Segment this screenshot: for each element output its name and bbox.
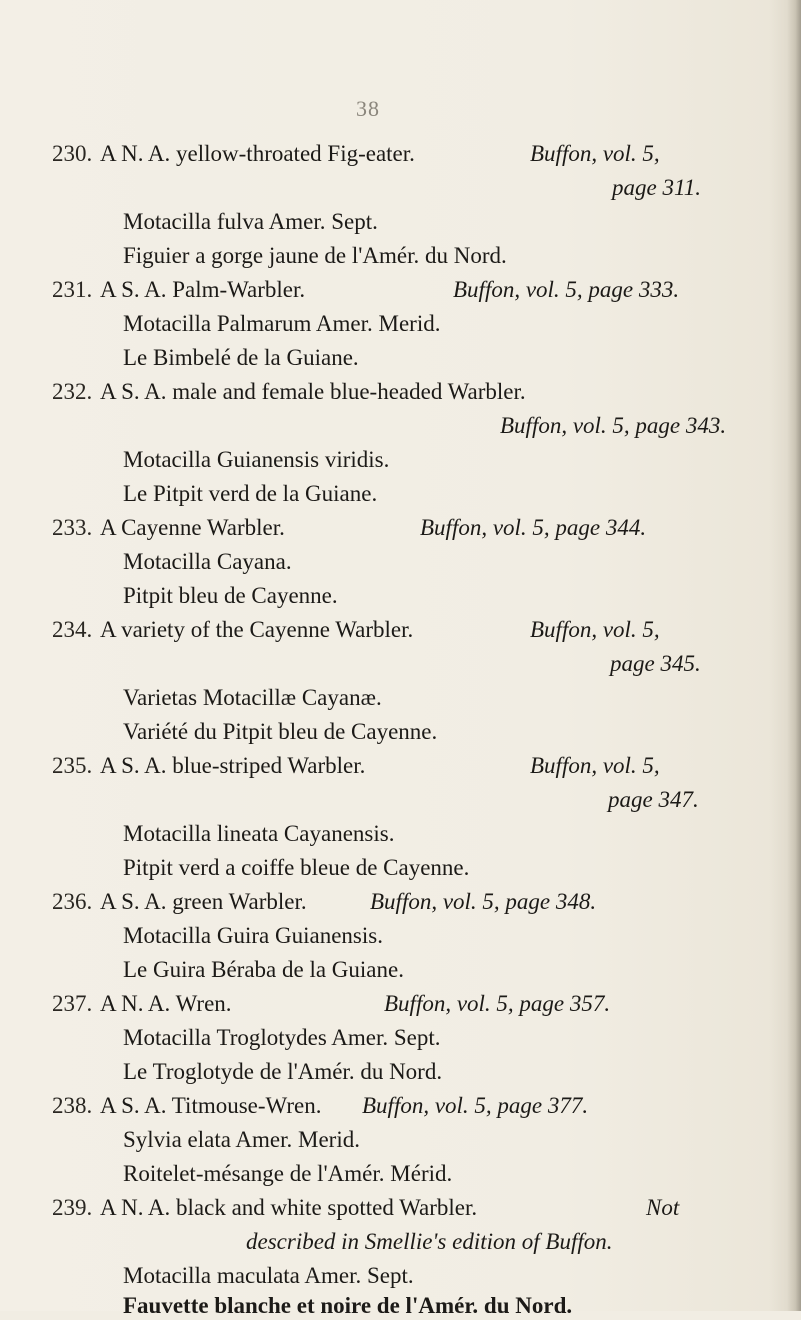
entry-number: 234. (52, 617, 93, 642)
entry-reference: Not (646, 1195, 680, 1220)
entry-number: 239. (52, 1195, 93, 1220)
entry-reference: Buffon, vol. 5, page 344. (420, 515, 647, 540)
entry-french-name: Figuier a gorge jaune de l'Amér. du Nord. (123, 243, 507, 268)
entry-reference: Buffon, vol. 5, (530, 141, 660, 166)
entry-reference: Buffon, vol. 5, page 348. (370, 889, 597, 914)
entry-title: A S. A. green Warbler. (100, 889, 307, 914)
entry-title: A S. A. blue-striped Warbler. (100, 753, 366, 778)
entry-number: 232. (52, 379, 93, 404)
entry-reference-continued: page 345. (610, 651, 701, 676)
entry-latin-name: Sylvia elata Amer. Merid. (123, 1127, 360, 1152)
entry-number: 236. (52, 889, 93, 914)
entry-latin-name: Motacilla lineata Cayanensis. (123, 821, 395, 846)
page-number: 38 (356, 96, 380, 121)
entry-french-name: Roitelet-mésange de l'Amér. Mérid. (123, 1161, 453, 1186)
entry-latin-name: Motacilla fulva Amer. Sept. (123, 209, 378, 234)
entry-latin-name: Motacilla Guianensis viridis. (123, 447, 390, 472)
entry-reference-continued: described in Smellie's edition of Buffon. (246, 1229, 613, 1254)
entry-french-name: Le Bimbelé de la Guiane. (123, 345, 359, 370)
entry-reference: Buffon, vol. 5, page 357. (384, 991, 611, 1016)
entry-number: 231. (52, 277, 93, 302)
entry-french-name: Fauvette blanche et noire de l'Amér. du Nord. (123, 1293, 573, 1318)
entry-reference: Buffon, vol. 5, (530, 753, 660, 778)
entry-title: A Cayenne Warbler. (100, 515, 285, 540)
entry-reference: Buffon, vol. 5, page 333. (453, 277, 680, 302)
entry-latin-name: Motacilla Troglotydes Amer. Sept. (123, 1025, 441, 1050)
entry-reference-continued: page 311. (612, 175, 702, 200)
entry-number: 237. (52, 991, 93, 1016)
entry-title: A N. A. Wren. (100, 991, 232, 1016)
entry-number: 238. (52, 1093, 93, 1118)
entry-latin-name: Varietas Motacillæ Cayanæ. (123, 685, 382, 710)
entry-french-name: Le Guira Béraba de la Guiane. (123, 957, 404, 982)
entry-reference: Buffon, vol. 5, page 377. (362, 1093, 589, 1118)
entry-reference-continued: Buffon, vol. 5, page 343. (500, 413, 727, 438)
entry-latin-name: Motacilla Guira Guianensis. (123, 923, 383, 948)
entry-title: A S. A. Palm-Warbler. (100, 277, 306, 302)
entry-french-name: Variété du Pitpit bleu de Cayenne. (123, 719, 438, 744)
entry-title: A S. A. Titmouse-Wren. (100, 1093, 322, 1118)
entry-reference-continued: page 347. (608, 787, 699, 812)
entry-title: A S. A. male and female blue-headed Warbler. (100, 379, 526, 404)
entry-latin-name: Motacilla Cayana. (123, 549, 292, 574)
entry-latin-name: Motacilla maculata Amer. Sept. (123, 1263, 414, 1288)
entry-title: A N. A. black and white spotted Warbler. (100, 1195, 478, 1220)
entry-title: A variety of the Cayenne Warbler. (100, 617, 414, 642)
entry-number: 233. (52, 515, 93, 540)
entry-reference: Buffon, vol. 5, (530, 617, 660, 642)
entry-french-name: Pitpit bleu de Cayenne. (123, 583, 338, 608)
entry-number: 230. (52, 141, 93, 166)
entry-french-name: Le Pitpit verd de la Guiane. (123, 481, 378, 506)
entry-latin-name: Motacilla Palmarum Amer. Merid. (123, 311, 441, 336)
entry-french-name: Pitpit verd a coiffe bleue de Cayenne. (123, 855, 470, 880)
entry-title: A N. A. yellow-throated Fig-eater. (100, 141, 415, 166)
entry-french-name: Le Troglotyde de l'Amér. du Nord. (123, 1059, 443, 1084)
page-edge-shadow (787, 0, 801, 1311)
entry-number: 235. (52, 753, 93, 778)
